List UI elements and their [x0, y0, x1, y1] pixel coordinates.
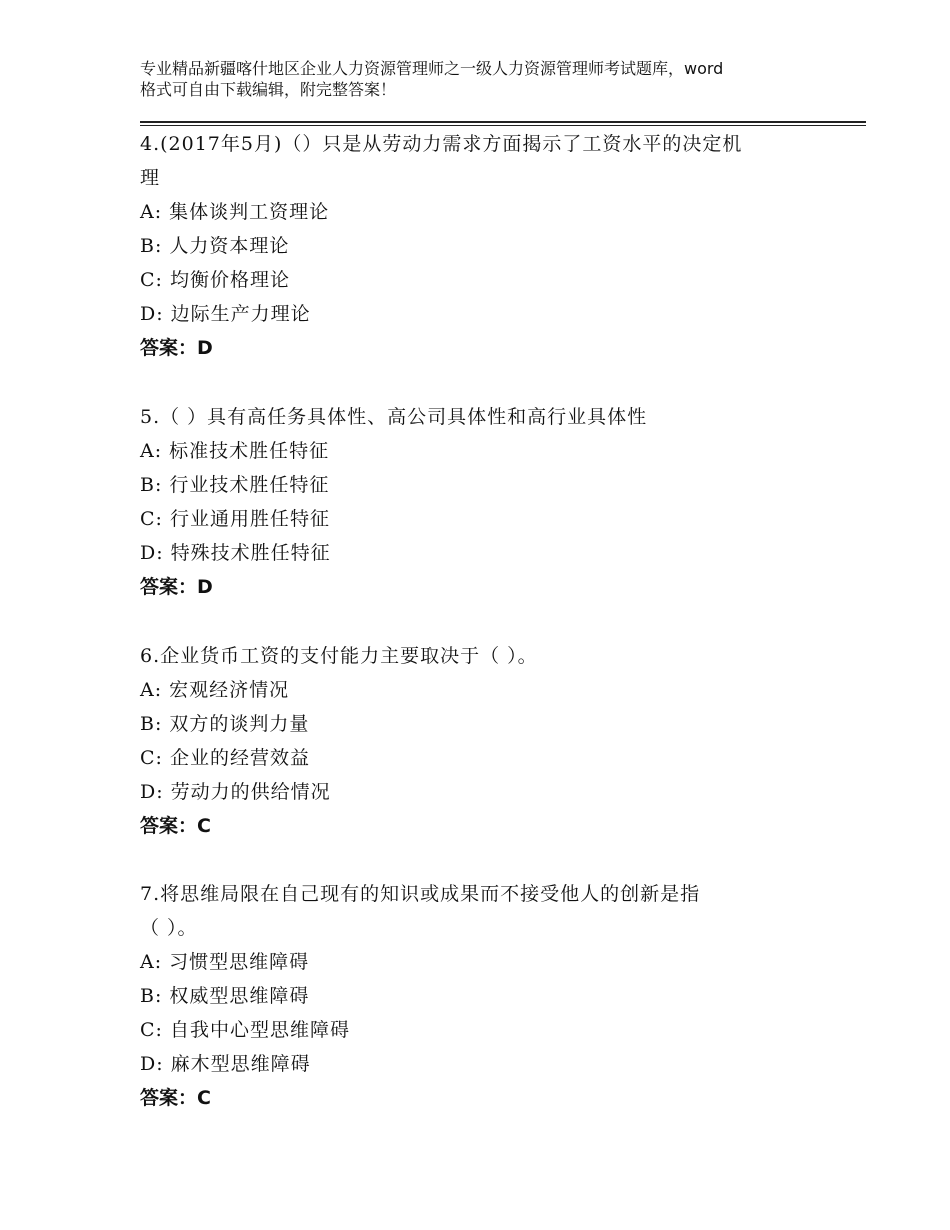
- question-stem: 5.（ ）具有高任务具体性、高公司具体性和高行业具体性: [140, 406, 648, 428]
- answer: 答案：D: [140, 337, 213, 359]
- option-c: C: 行业通用胜任特征: [140, 508, 330, 530]
- option-d: D: 特殊技术胜任特征: [140, 542, 331, 564]
- option-c: C: 均衡价格理论: [140, 269, 290, 291]
- question-stem: 4.(2017年5月)（）只是从劳动力需求方面揭示了工资水平的决定机: [140, 133, 743, 155]
- question-7: [140, 877, 820, 1115]
- option-b: B: 人力资本理论: [140, 235, 290, 257]
- option-d: D: 劳动力的供给情况: [140, 781, 331, 803]
- question-5: [140, 400, 820, 604]
- question-stem: 6.企业货币工资的支付能力主要取决于（ ）。: [140, 645, 538, 667]
- option-c: C: 自我中心型思维障碍: [140, 1019, 350, 1041]
- header-rule-thin: [140, 125, 866, 126]
- option-a: A: 集体谈判工资理论: [140, 201, 330, 223]
- page-header: [140, 58, 840, 100]
- option-c: C: 企业的经营效益: [140, 747, 310, 769]
- question-stem: 7.将思维局限在自己现有的知识或成果而不接受他人的创新是指: [140, 883, 701, 905]
- header-line-2: 格式可自由下载编辑，附完整答案！: [140, 80, 397, 99]
- option-a: A: 习惯型思维障碍: [140, 951, 310, 973]
- option-b: B: 权威型思维障碍: [140, 985, 310, 1007]
- option-a: A: 标准技术胜任特征: [140, 440, 330, 462]
- answer: 答案：C: [140, 1087, 211, 1109]
- option-a: A: 宏观经济情况: [140, 679, 290, 701]
- option-b: B: 行业技术胜任特征: [140, 474, 330, 496]
- answer: 答案：D: [140, 576, 213, 598]
- question-stem-continued: 理: [140, 167, 161, 189]
- header-rule-thick: [140, 121, 866, 123]
- question-6: [140, 639, 820, 843]
- question-4: [140, 127, 820, 365]
- option-b: B: 双方的谈判力量: [140, 713, 310, 735]
- header-line-1: 专业精品新疆喀什地区企业人力资源管理师之一级人力资源管理师考试题库，word: [140, 59, 724, 78]
- option-d: D: 麻木型思维障碍: [140, 1053, 311, 1075]
- option-d: D: 边际生产力理论: [140, 303, 311, 325]
- question-stem-continued: （ ）。: [140, 917, 198, 939]
- answer: 答案：C: [140, 815, 211, 837]
